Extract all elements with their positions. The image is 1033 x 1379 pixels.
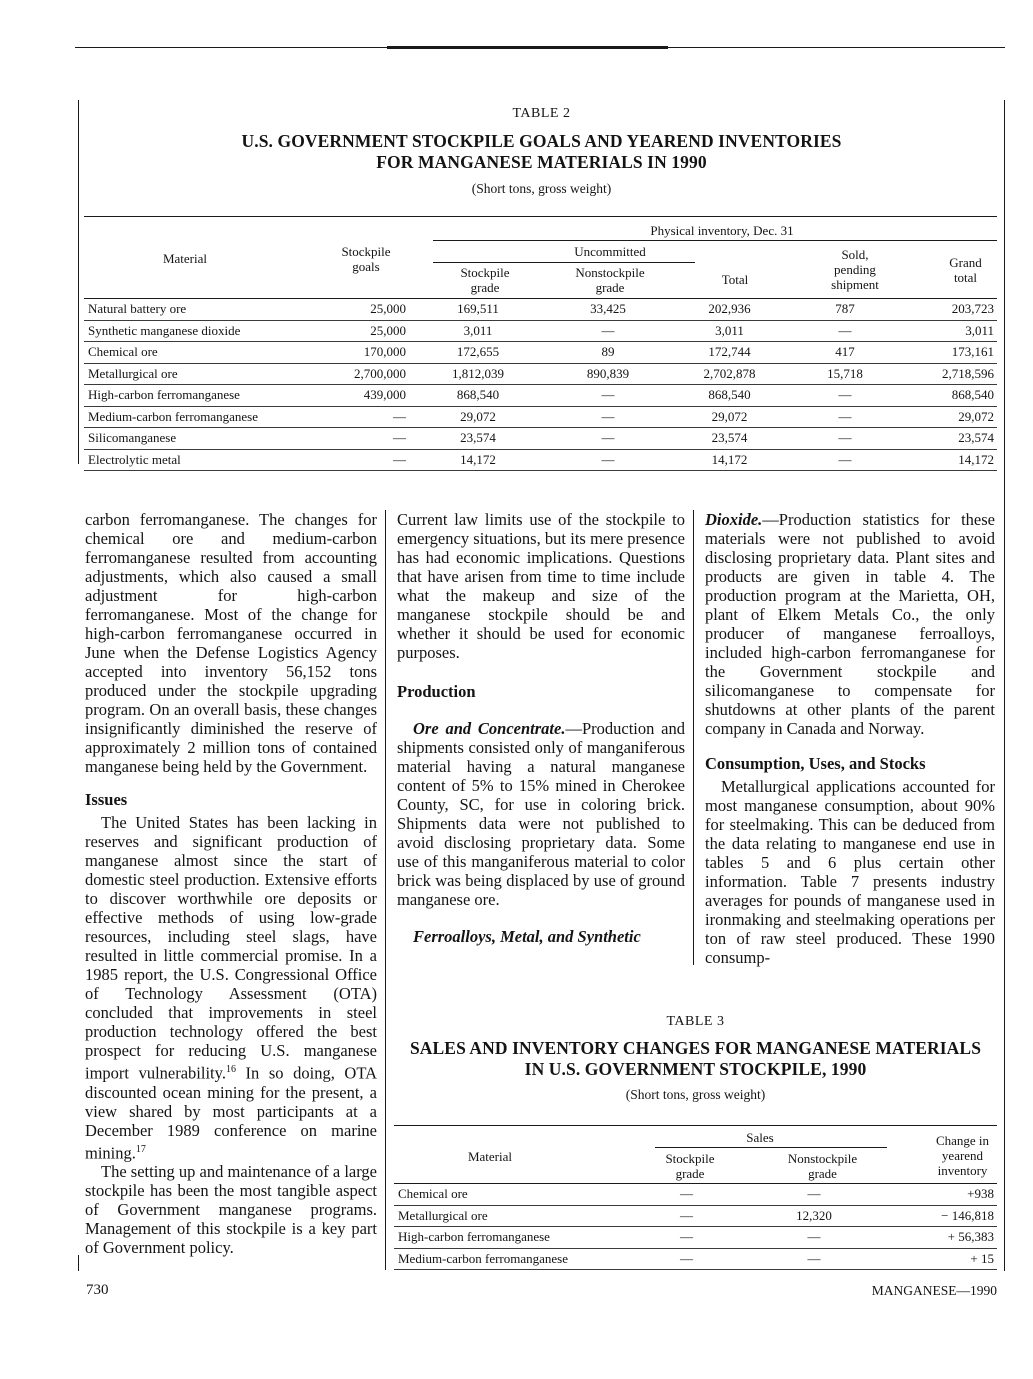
cell-goals: 25,000 — [319, 299, 409, 320]
cell-material: Medium-carbon ferromanganese — [394, 1248, 639, 1270]
column-3 — [705, 510, 995, 967]
cell-material: Electrolytic metal — [84, 449, 319, 471]
table-row — [84, 385, 997, 407]
cell-goals: 25,000 — [319, 320, 409, 342]
cell-total: 29,072 — [669, 406, 790, 428]
cell-goals: — — [319, 406, 409, 428]
table2-top-rule — [84, 216, 997, 217]
table2-label: TABLE 2 — [512, 106, 571, 121]
subheading-ore-concentrate: Ore and Concentrate. — [413, 719, 566, 738]
t3-h-stockpile-l2: grade — [675, 1166, 705, 1181]
t2-h-physical: Physical inventory, Dec. 31 — [650, 223, 794, 238]
column-rule-1 — [385, 510, 386, 1270]
column-2 — [397, 510, 685, 946]
t2-h-nonstockpile-l2: grade — [595, 280, 625, 295]
col2-paragraph-1: Current law limits use of the stockpile to emergency situations, but its mere presence has had economic implications. Questions that have arisen from time to time include what the makeup and size of the manganese stockpile should be and whether it should be used for economic purposes. — [397, 510, 685, 662]
table3-title-line1: SALES AND INVENTORY CHANGES FOR MANGANESE MATERIALS — [409, 1038, 982, 1058]
t2-h-stockpile-grade — [440, 265, 530, 295]
table3-sales-rule — [655, 1147, 887, 1148]
cell-grand-total: 3,011 — [900, 320, 997, 342]
cell-sold-pending: — — [790, 449, 900, 471]
cell-stockpile-grade: 868,540 — [409, 385, 547, 407]
t2-h-goals — [316, 244, 416, 274]
t2-h-stockpile-l2: grade — [470, 280, 500, 295]
t2-h-sold-l1: Sold, — [841, 247, 869, 262]
cell-material: Medium-carbon ferromanganese — [84, 406, 319, 428]
col2-subheading-ferroalloys — [397, 927, 685, 946]
cell-change-inventory: +938 — [894, 1184, 997, 1205]
cell-sold-pending: — — [790, 428, 900, 450]
cell-nonstockpile-grade: 33,425 — [547, 299, 669, 320]
table-row — [394, 1248, 997, 1270]
cell-change-inventory: − 146,818 — [894, 1205, 997, 1227]
cell-stockpile-grade: — — [639, 1248, 734, 1270]
table-row — [394, 1184, 997, 1205]
table-row — [394, 1205, 997, 1227]
cell-nonstockpile-grade: — — [547, 406, 669, 428]
col3-paragraph-1 — [705, 510, 995, 738]
cell-material: Natural battery ore — [84, 299, 319, 320]
cell-sold-pending: 417 — [790, 342, 900, 364]
t2-h-grand-l2: total — [953, 270, 978, 285]
heading-consumption: Consumption, Uses, and Stocks — [705, 754, 926, 773]
table3-label: TABLE 3 — [666, 1014, 725, 1029]
table3-units: (Short tons, gross weight) — [625, 1087, 766, 1102]
table-row — [84, 406, 997, 428]
t3-h-change — [915, 1133, 1010, 1178]
cell-nonstockpile-grade: — — [734, 1227, 894, 1249]
table2-title — [79, 131, 1004, 173]
footnote-ref-17: 17 — [135, 1143, 146, 1155]
cell-stockpile-grade: 1,812,039 — [409, 363, 547, 385]
t3-h-stockpile — [650, 1151, 730, 1181]
cell-nonstockpile-grade: — — [547, 385, 669, 407]
t3-h-sales: Sales — [746, 1130, 774, 1145]
cell-stockpile-grade: — — [639, 1184, 734, 1205]
table2-uncommitted-rule — [433, 262, 695, 263]
t2-h-material: Material — [162, 251, 208, 266]
cell-goals: 2,700,000 — [319, 363, 409, 385]
cell-material: High-carbon ferromanganese — [394, 1227, 639, 1249]
cell-stockpile-grade: 14,172 — [409, 449, 547, 471]
cell-grand-total: 868,540 — [900, 385, 997, 407]
cell-total: 3,011 — [669, 320, 790, 342]
cell-total: 23,574 — [669, 428, 790, 450]
t2-h-total: Total — [721, 272, 749, 287]
table2-body — [84, 299, 997, 471]
cell-stockpile-grade: — — [639, 1205, 734, 1227]
cell-nonstockpile-grade: — — [547, 320, 669, 342]
table-row — [84, 363, 997, 385]
cell-goals: — — [319, 428, 409, 450]
cell-grand-total: 23,574 — [900, 428, 997, 450]
cell-total: 202,936 — [669, 299, 790, 320]
cell-total: 2,702,878 — [669, 363, 790, 385]
t3-h-nonstockpile — [765, 1151, 880, 1181]
table-row — [84, 428, 997, 450]
table-row — [84, 320, 997, 342]
cell-total: 868,540 — [669, 385, 790, 407]
cell-sold-pending: 787 — [790, 299, 900, 320]
table2-title-line2: FOR MANGANESE MATERIALS IN 1990 — [376, 152, 707, 172]
t3-h-nonstockpile-l1: Nonstockpile — [787, 1151, 858, 1166]
cell-nonstockpile-grade: — — [734, 1184, 894, 1205]
cell-nonstockpile-grade: 89 — [547, 342, 669, 364]
t2-h-grand — [928, 255, 1003, 285]
footnote-ref-16: 16 — [225, 1064, 236, 1075]
t2-h-stockpile-l1: Stockpile — [460, 265, 510, 280]
t2-h-sold-l2: pending — [834, 262, 876, 277]
subheading-ferroalloys: Ferroalloys, Metal, and Synthetic — [413, 927, 641, 946]
t3-h-change-l3: inventory — [937, 1163, 988, 1178]
t2-h-grand-l1: Grand — [949, 255, 982, 270]
table-row — [84, 342, 997, 364]
table3-title-line2: IN U.S. GOVERNMENT STOCKPILE, 1990 — [524, 1059, 867, 1079]
t2-h-nonstockpile-grade — [555, 265, 665, 295]
frame-left-lower — [78, 1255, 79, 1271]
cell-goals: — — [319, 449, 409, 471]
cell-change-inventory: + 15 — [894, 1248, 997, 1270]
cell-grand-total: 29,072 — [900, 406, 997, 428]
t3-h-material: Material — [467, 1149, 513, 1164]
table-row — [84, 299, 997, 320]
heading-production: Production — [397, 682, 476, 701]
cell-material: High-carbon ferromanganese — [84, 385, 319, 407]
cell-sold-pending: 15,718 — [790, 363, 900, 385]
cell-nonstockpile-grade: — — [547, 449, 669, 471]
col2-paragraph-2 — [397, 719, 685, 909]
cell-stockpile-grade: 23,574 — [409, 428, 547, 450]
t2-h-sold — [815, 247, 895, 292]
cell-goals: 439,000 — [319, 385, 409, 407]
cell-material: Chemical ore — [84, 342, 319, 364]
t2-h-uncommitted: Uncommitted — [574, 244, 646, 259]
cell-stockpile-grade: 172,655 — [409, 342, 547, 364]
frame-right-upper — [1004, 100, 1005, 1271]
table3-body — [394, 1184, 997, 1270]
cell-change-inventory: + 56,383 — [894, 1227, 997, 1249]
cell-goals: 170,000 — [319, 342, 409, 364]
cell-material: Metallurgical ore — [84, 363, 319, 385]
table2-physical-rule — [433, 240, 997, 241]
table2-title-line1: U.S. GOVERNMENT STOCKPILE GOALS AND YEAREND INVENTORIES — [241, 131, 842, 151]
cell-nonstockpile-grade: 890,839 — [547, 363, 669, 385]
col3-p1-text: —Production statistics for these materials were not published to avoid disclosing proprietary data. Plant sites and products are given in table 4. The production program at the Marietta, OH, plant of Elkem Metals Co., the only producer of manganese ferroalloys, included high-carbon ferromanganese for the Government stockpile and silicomanganese to compensate for shutdowns at other plants of the parent company in Canada and Norway. — [705, 510, 995, 738]
table3-top-rule — [394, 1125, 997, 1126]
cell-material: Synthetic manganese dioxide — [84, 320, 319, 342]
t2-h-nonstockpile-l1: Nonstockpile — [575, 265, 645, 280]
cell-nonstockpile-grade: 12,320 — [734, 1205, 894, 1227]
t2-h-goals-l2: goals — [352, 259, 380, 274]
column-rule-2 — [693, 510, 694, 965]
running-title: MANGANESE—1990 — [871, 1283, 997, 1298]
cell-total: 172,744 — [669, 342, 790, 364]
cell-sold-pending: — — [790, 385, 900, 407]
cell-stockpile-grade: — — [639, 1227, 734, 1249]
col2-p2-text: —Production and shipments consisted only of manganiferous material having a natural manganese content of 5% to 15% mined in Cherokee County, SC, for use in coloring brick. Shipments data were not published to avoid disclosing proprietary data. Some use of this manganiferous material to color brick was being displaced by use of ground manganese ore. — [397, 719, 685, 909]
cell-nonstockpile-grade: — — [547, 428, 669, 450]
cell-stockpile-grade: 169,511 — [409, 299, 547, 320]
table-row — [394, 1227, 997, 1249]
cell-material: Metallurgical ore — [394, 1205, 639, 1227]
col1-paragraph-2 — [85, 813, 377, 1162]
t3-h-change-l2: yearend — [941, 1148, 984, 1163]
t3-h-change-l1: Change in — [935, 1133, 990, 1148]
cell-sold-pending: — — [790, 320, 900, 342]
cell-material: Chemical ore — [394, 1184, 639, 1205]
subheading-dioxide: Dioxide. — [705, 510, 763, 529]
cell-material: Silicomanganese — [84, 428, 319, 450]
cell-grand-total: 2,718,596 — [900, 363, 997, 385]
cell-stockpile-grade: 3,011 — [409, 320, 547, 342]
top-rule-thick — [387, 46, 668, 49]
cell-sold-pending: — — [790, 406, 900, 428]
col3-paragraph-2: Metallurgical applications accounted for most manganese consumption, about 90% for steelmaking. This can be deduced from the data relating to manganese end use in tables 5 and 6 plus certain other information. Table 7 presents industry averages for pounds of manganese used in ironmaking and steelmaking operations per ton of raw steel produced. These 1990 consump- — [705, 777, 995, 967]
t2-h-goals-l1: Stockpile — [341, 244, 391, 259]
table-row — [84, 449, 997, 471]
t3-h-stockpile-l1: Stockpile — [665, 1151, 715, 1166]
heading-issues: Issues — [85, 790, 128, 809]
cell-total: 14,172 — [669, 449, 790, 471]
table2-units: (Short tons, gross weight) — [471, 181, 612, 196]
col1-p2b-text: In so doing, OTA discounted ocean mining for the present, a view shared by most participants at a December 1989 conference on marine mining. — [85, 1063, 377, 1162]
table3-title — [393, 1038, 998, 1080]
cell-grand-total: 173,161 — [900, 342, 997, 364]
cell-stockpile-grade: 29,072 — [409, 406, 547, 428]
page-number: 730 — [86, 1282, 109, 1298]
cell-grand-total: 203,723 — [900, 299, 997, 320]
col1-p2-text: The United States has been lacking in reserves and significant production of manganese almost since the start of domestic steel production. Extensive efforts to discover worthwhile ore deposits or effective methods of using low-grade resources, including steel slags, have resulted in little commercial promise. In a 1985 report, the U.S. Congressional Office of Technology Assessment (OTA) concluded that improvements in steel production technology offered the best prospect for reducing U.S. manganese import vulnerability. — [85, 813, 377, 1083]
t3-h-nonstockpile-l2: grade — [808, 1166, 837, 1181]
t2-h-sold-l3: shipment — [831, 277, 879, 292]
column-1 — [85, 510, 377, 1257]
cell-nonstockpile-grade: — — [734, 1248, 894, 1270]
col1-paragraph-1: carbon ferromanganese. The changes for chemical ore and medium-carbon ferromanganese resulted from accounting adjustments, which also caused a small adjustment for high-carbon ferromanganese. Most of the change for high-carbon ferromanganese occurred in June when the Defense Logistics Agency accepted into inventory 56,152 tons produced under the stockpile upgrading program. On an overall basis, these changes insignificantly diminished the reserve of approximately 2 million tons of contained manganese being held by the Government. — [85, 510, 377, 776]
col1-paragraph-3: The setting up and maintenance of a large stockpile has been the most tangible aspect of Government manganese programs. Management of this stockpile is a key part of Government policy. — [85, 1162, 377, 1257]
cell-grand-total: 14,172 — [900, 449, 997, 471]
